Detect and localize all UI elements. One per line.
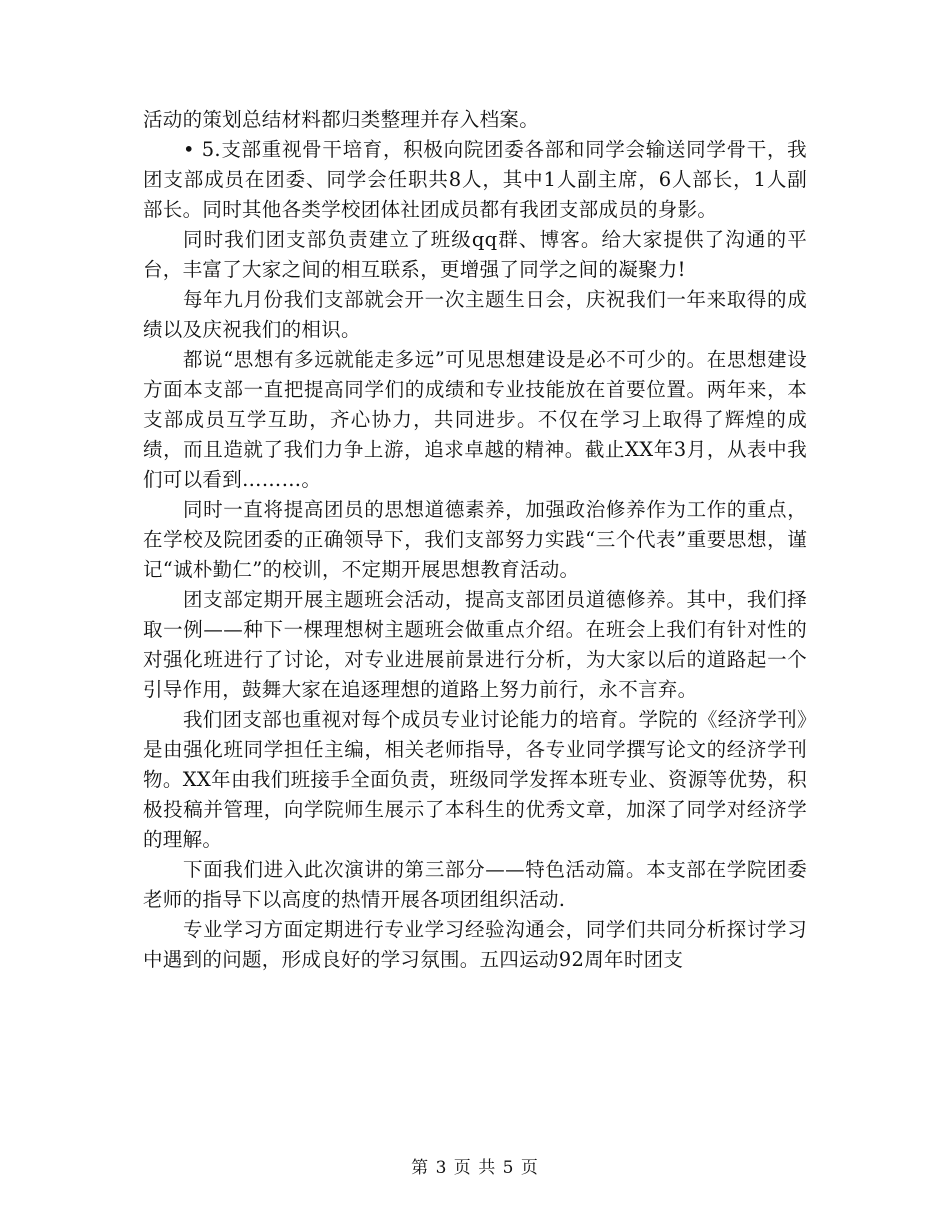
paragraph-third-part: 下面我们进入此次演讲的第三部分——特色活动篇。本支部在学院团委老师的指导下以高度的热情开展各项团组织活动. — [143, 858, 807, 911]
paragraph-birthday-party: 每年九月份我们支部就会开一次主题生日会，庆祝我们一年来取得的成绩以及庆祝我们的相识。 — [143, 288, 807, 341]
paragraph-class-meeting: 团支部定期开展主题班会活动，提高支部团员道德修养。其中，我们择取一例——种下一棵理想树主题班会做重点介绍。在班会上我们有针对性的对强化班进行了讨论，对专业进展前景进行分析，为大家以后的道路起一个引导作用，鼓舞大家在追逐理想的道路上努力前行，永不言弃。 — [143, 588, 807, 701]
paragraph-ideology: 都说“思想有多远就能走多远”可见思想建设是必不可少的。在思想建设方面本支部一直把提高同学们的成绩和专业技能放在首要位置。两年来，本支部成员互学互助，齐心协力，共同进步。不仅在学习上取得了辉煌的成绩，而且造就了我们力争上游，追求卓越的精神。截止XX年3月，从表中我们可以看到………。 — [143, 348, 807, 491]
paragraph-study-exchange: 专业学习方面定期进行专业学习经验沟通会，同学们共同分析探讨学习中遇到的问题，形成良好的学习氛围。五四运动92周年时团支 — [143, 918, 807, 971]
paragraph-archive: 活动的策划总结材料都归类整理并存入档案。 — [143, 108, 540, 131]
document-body — [143, 105, 807, 975]
page-number-footer: 第 3 页 共 5 页 — [411, 1158, 539, 1178]
paragraph-cadre-training: • 5.支部重视骨干培育，积极向院团委各部和同学会输送同学骨干，我团支部成员在团委、同学会任职共8人，其中1人副主席，6人部长，1人副部长。同时其他各类学校团体社团成员都有我团支部成员的身影。 — [143, 138, 807, 221]
paragraph-qq-group: 同时我们团支部负责建立了班级qq群、博客。给大家提供了沟通的平台，丰富了大家之间的相互联系，更增强了同学之间的凝聚力! — [143, 228, 807, 281]
paragraph-economics-journal: 我们团支部也重视对每个成员专业讨论能力的培育。学院的《经济学刊》是由强化班同学担任主编，相关老师指导，各专业同学撰写论文的经济学刊物。XX年由我们班接手全面负责，班级同学发挥本班专业、资源等优势，积极投稿并管理，向学院师生展示了本科生的优秀文章，加深了同学对经济学的理解。 — [143, 708, 807, 851]
paragraph-moral-quality: 同时一直将提高团员的思想道德素养，加强政治修养作为工作的重点，在学校及院团委的正确领导下，我们支部努力实践“三个代表”重要思想，谨记“诚朴勤仁”的校训，不定期开展思想教育活动。 — [143, 498, 807, 581]
